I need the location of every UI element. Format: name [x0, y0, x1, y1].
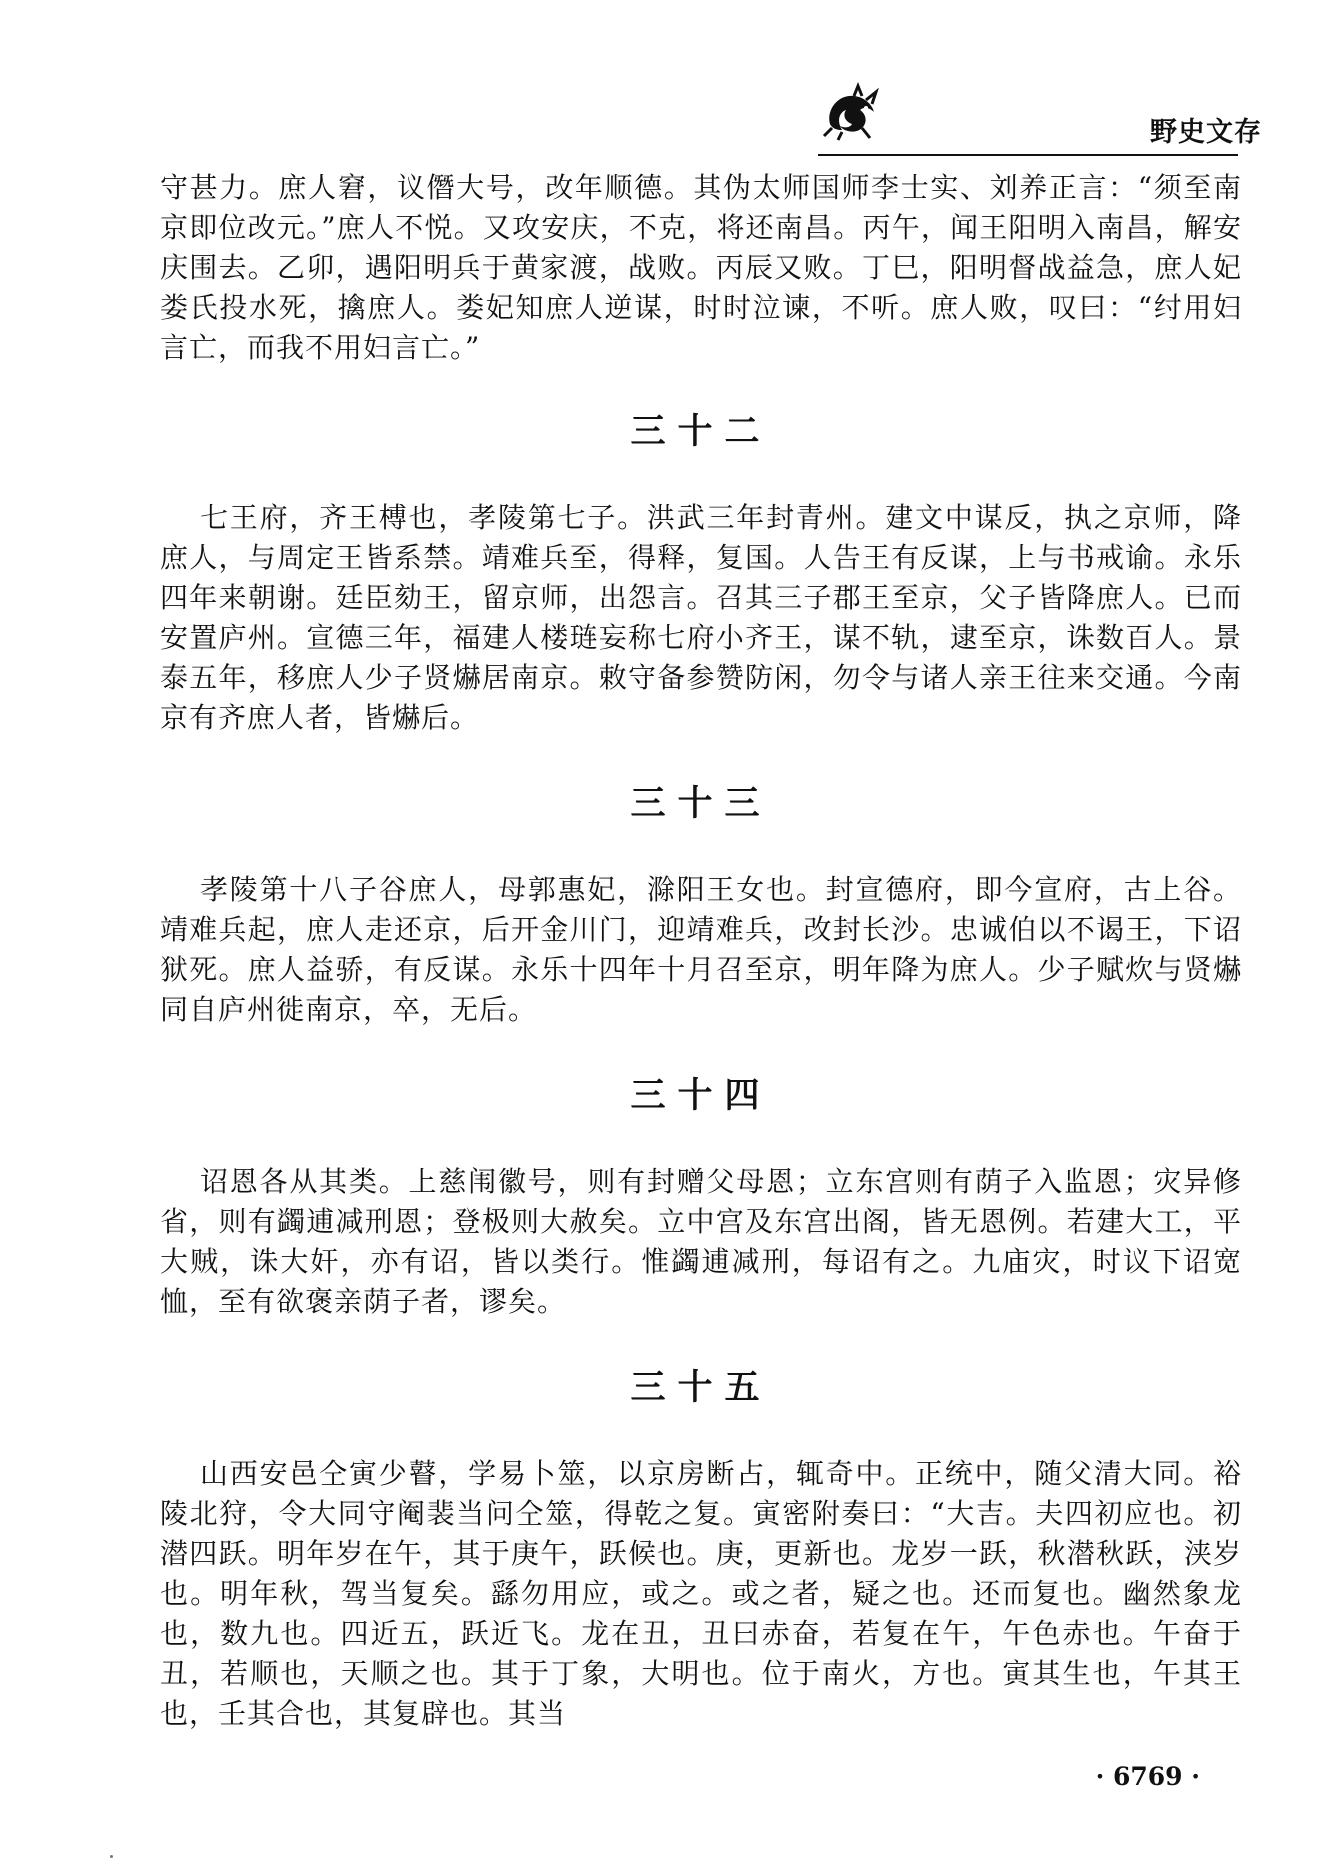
section-heading-35: 三十五	[630, 1367, 772, 1408]
paragraph-34: 诏恩各从其类。上慈闱徽号，则有封赠父母恩；立东宫则有荫子入监恩；灾异修省，则有蠲逋减刑恩；登极则大赦矣。立中宫及东宫出阁，皆无恩例。若建大工，平大贼，诛大奸，亦有诏，皆以类行。惟蠲逋减刑，每诏有之。九庙灾，时议下诏宽恤，至有欲褒亲荫子者，谬矣。	[160, 1165, 1242, 1318]
page-body	[160, 168, 1242, 1734]
section-heading-32: 三十二	[630, 411, 772, 452]
paragraph-35: 山西安邑仝寅少瞽，学易卜筮，以京房断占，辄奇中。正统中，随父清大同。裕陵北狩，令大同守阉裴当问仝筮，得乾之复。寅密附奏曰：“大吉。夫四初应也。初潜四跃。明年岁在午，其于庚午，跃候也。庚，更新也。龙岁一跃，秋潜秋跃，浃岁也。明年秋，驾当复矣。繇勿用应，或之。或之者，疑之也。还而复也。幽然象龙也，数九也。四近五，跃近飞。龙在丑，丑曰赤奋，若复在午，午色赤也。午奋于丑，若顺也，天顺之也。其于丁象，大明也。位于南火，方也。寅其生也，午其王也，壬其合也，其复辟也。其当	[160, 1457, 1242, 1730]
dragon-icon	[820, 80, 884, 144]
paragraph-continued: 守甚力。庶人窘，议僭大号，改年顺德。其伪太师国师李士实、刘养正言：“须至南京即位改元。”庶人不悦。又攻安庆，不克，将还南昌。丙午，闻王阳明入南昌，解安庆围去。乙卯，遇阳明兵于黄家渡，战败。丙辰又败。丁巳，阳明督战益急，庶人妃娄氏投水死，擒庶人。娄妃知庶人逆谋，时时泣谏，不听。庶人败，叹曰：“纣用妇言亡，而我不用妇言亡。”	[160, 171, 1242, 364]
page-header	[0, 62, 1322, 158]
scan-speck	[110, 1855, 113, 1858]
header-rule	[818, 154, 1238, 156]
section-heading-34: 三十四	[630, 1075, 772, 1116]
running-title: 野史文存	[1150, 117, 1262, 148]
paragraph-33: 孝陵第十八子谷庶人，母郭惠妃，滁阳王女也。封宣德府，即今宣府，古上谷。靖难兵起，庶人走还京，后开金川门，迎靖难兵，改封长沙。忠诚伯以不谒王，下诏狱死。庶人益骄，有反谋。永乐十四年十月召至京，明年降为庶人。少子赋炊与贤爀同自庐州徙南京，卒，无后。	[160, 873, 1242, 1026]
paragraph-32: 七王府，齐王榑也，孝陵第七子。洪武三年封青州。建文中谋反，执之京师，降庶人，与周定王皆系禁。靖难兵至，得释，复国。人告王有反谋，上与书戒谕。永乐四年来朝谢。廷臣劾王，留京师，出怨言。召其三子郡王至京，父子皆降庶人。已而安置庐州。宣德三年，福建人楼琏妄称七府小齐王，谋不轨，逮至京，诛数百人。景泰五年，移庶人少子贤爀居南京。敕守备参赞防闲，勿令与诸人亲王往来交通。今南京有齐庶人者，皆爀后。	[160, 501, 1242, 734]
section-heading-33: 三十三	[630, 783, 772, 824]
page-number: · 6769 ·	[1095, 1762, 1200, 1791]
